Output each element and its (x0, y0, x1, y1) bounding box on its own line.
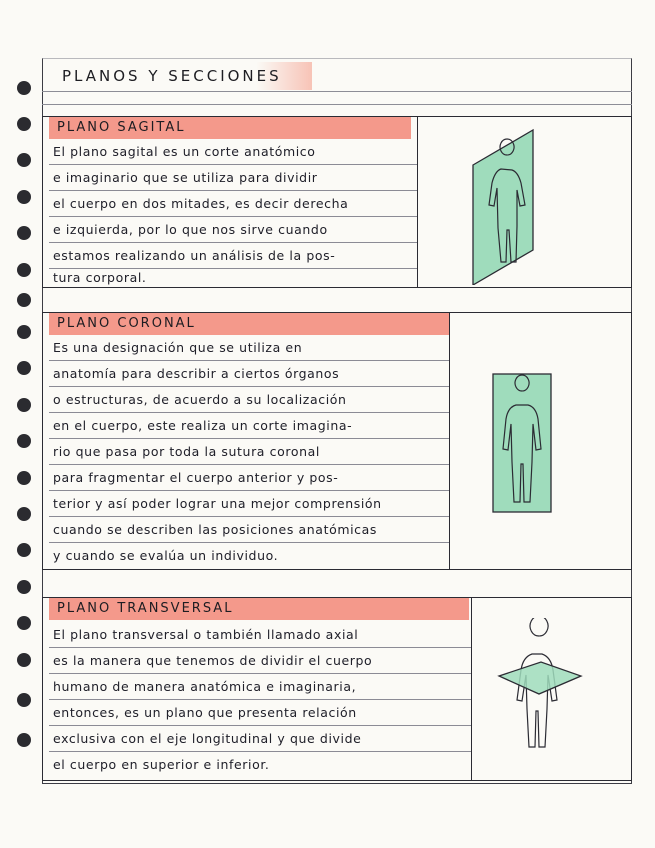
text-line: entonces, es un plano que presenta relación (49, 700, 471, 726)
text-line: exclusiva con el eje longitudinal y que divide (49, 726, 471, 752)
text-line: El plano transversal o también llamado axial (49, 622, 471, 648)
section-sagittal (42, 116, 632, 288)
section-title: PLANO CORONAL (49, 313, 449, 335)
sagittal-plane-figure (463, 125, 583, 285)
text-line: el cuerpo en dos mitades, es decir derecha (49, 191, 417, 217)
text-line: en el cuerpo, este realiza un corte imagina- (49, 413, 449, 439)
text-line: Es una designación que se utiliza en (49, 335, 449, 361)
text-line: y cuando se evalúa un individuo. (53, 548, 279, 563)
text-line: anatomía para describir a ciertos órganos (49, 361, 449, 387)
text-line: e izquierda, por lo que nos sirve cuando (49, 217, 417, 243)
text-line: rio que pasa por toda la sutura coronal (49, 439, 449, 465)
ruled-line (42, 104, 632, 105)
text-line: e imaginario que se utiliza para dividir (49, 165, 417, 191)
text-line: o estructuras, de acuerdo a su localización (49, 387, 449, 413)
coronal-plane-figure (483, 369, 563, 519)
section-title: PLANO SAGITAL (49, 117, 411, 139)
page-heading: PLANOS Y SECCIONES (58, 62, 312, 90)
text-line: humano de manera anatómica e imaginaria, (49, 674, 471, 700)
text-line: el cuerpo en superior e inferior. (53, 757, 270, 772)
section-title: PLANO TRANSVERSAL (49, 598, 469, 620)
transverse-text-column (43, 598, 472, 780)
coronal-text-column (43, 313, 450, 569)
text-line: El plano sagital es un corte anatómico (49, 139, 417, 165)
text-line: estamos realizando un análisis de la pos- (49, 243, 417, 269)
text-line: es la manera que tenemos de dividir el cuerpo (49, 648, 471, 674)
section-transverse (42, 597, 632, 781)
notebook-spiral-rings (0, 0, 40, 848)
text-line: tura corporal. (53, 270, 147, 285)
text-line: terior y así poder lograr una mejor comprensión (49, 491, 449, 517)
ruled-line (42, 91, 632, 92)
text-line: para fragmentar el cuerpo anterior y pos- (49, 465, 449, 491)
transverse-plane-figure (491, 618, 591, 758)
sagittal-text-column (43, 117, 418, 287)
section-coronal (42, 312, 632, 570)
text-line: cuando se describen las posiciones anatómicas (49, 517, 449, 543)
